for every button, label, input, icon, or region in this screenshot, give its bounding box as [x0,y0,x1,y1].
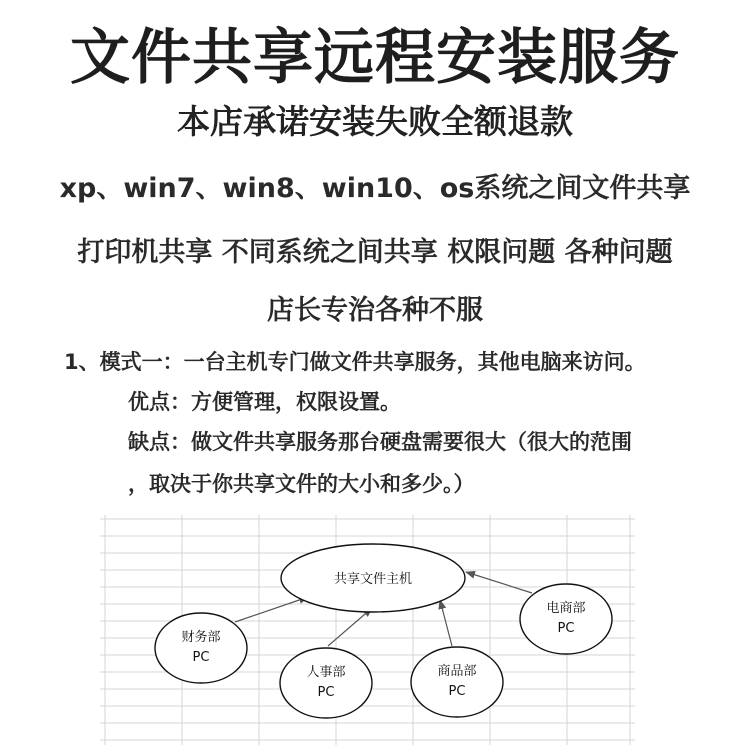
mode-one-cons: 缺点：做文件共享服务那台硬盘需要很大（很大的范围 [128,430,632,454]
arrow-hr-to-host [328,608,372,646]
mode-one-pros: 优点：方便管理，权限设置。 [128,390,401,414]
node-product [411,647,503,717]
arrow-finance-to-host [235,597,308,622]
arrow-ecommerce-to-host [466,572,532,593]
node-finance-label: 财务部 [181,630,221,645]
node-product-sub: PC [448,684,466,699]
node-ecommerce-label: 电商部 [546,601,586,616]
mode-one-title: 1、模式一：一台主机专门做文件共享服务，其他电脑来访问。 [64,350,646,374]
node-hr-label: 人事部 [306,665,346,680]
node-ecommerce [520,584,612,654]
node-finance-sub: PC [192,650,210,665]
page-title: 文件共享远程安装服务 [70,23,680,93]
slogan-line: 店长专治各种不服 [267,295,483,326]
arrow-product-to-host [440,600,452,646]
file-sharing-diagram [100,515,635,745]
node-product-label: 商品部 [437,664,477,679]
mode-one-cons-continued: ，取决于你共享文件的大小和多少。） [128,472,475,496]
node-hr-sub: PC [317,685,335,700]
node-hr [280,648,372,718]
node-ecommerce-sub: PC [557,621,575,636]
node-finance [155,613,247,683]
host-node [281,544,465,612]
services-line: 打印机共享 不同系统之间共享 权限问题 各种问题 [77,237,673,268]
host-label: 共享文件主机 [333,572,413,587]
refund-promise: 本店承诺安装失败全额退款 [177,102,573,141]
supported-systems-line: xp、win7、win8、win10、os系统之间文件共享 [59,173,691,204]
